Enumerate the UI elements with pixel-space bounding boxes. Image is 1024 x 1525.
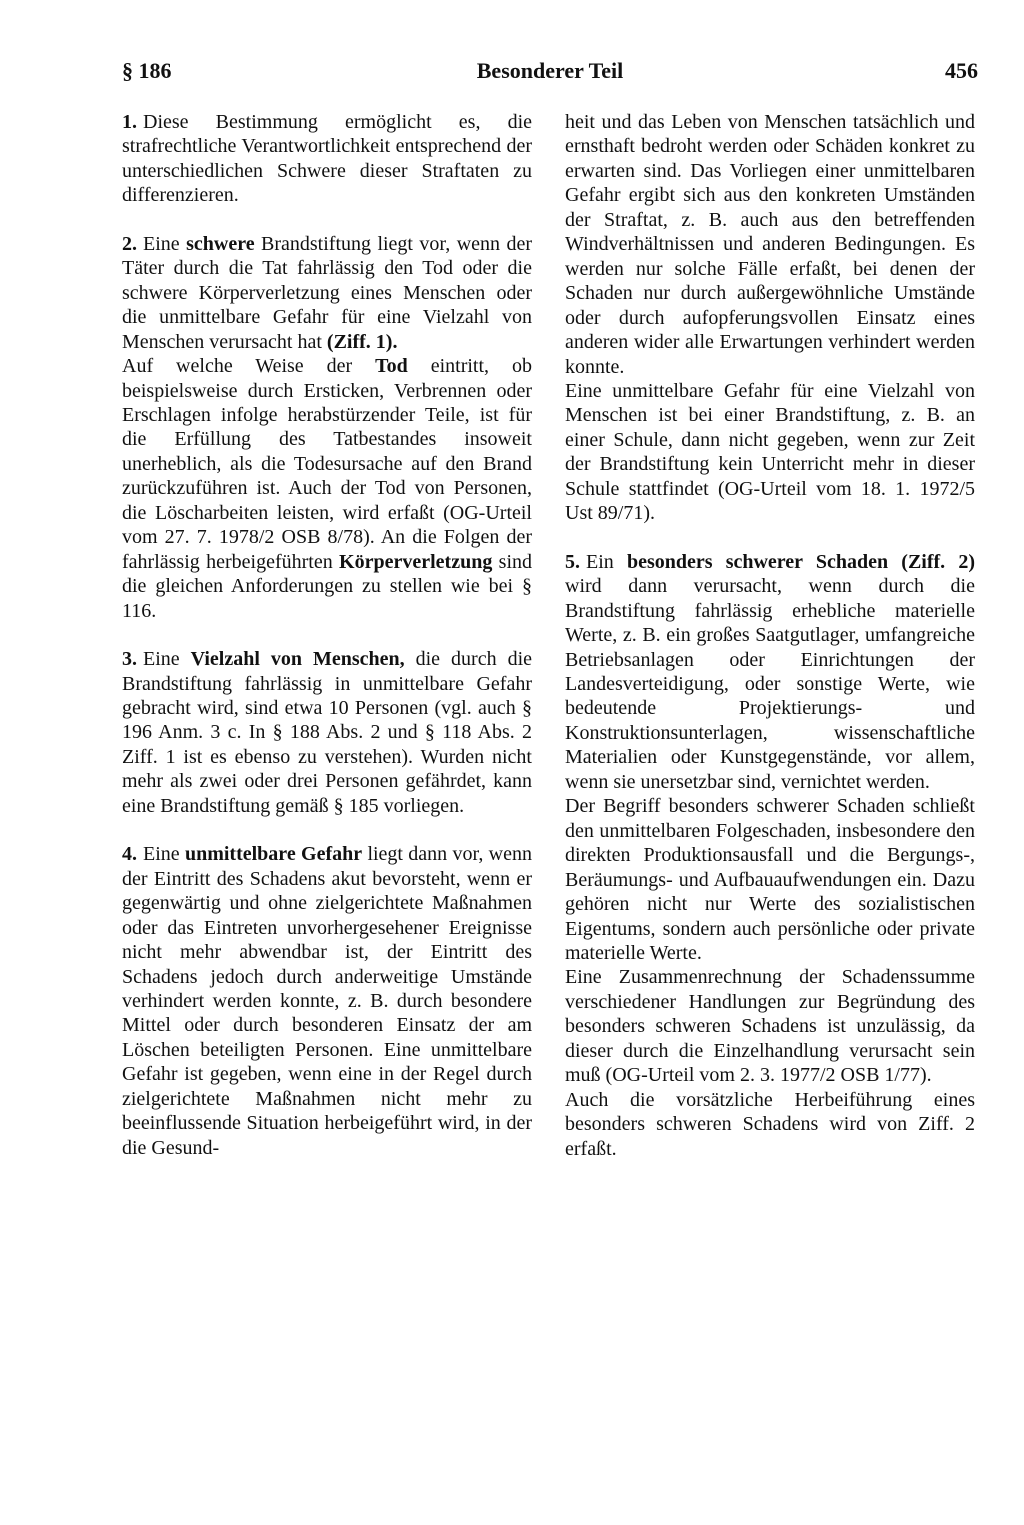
left-column [122, 110, 532, 1160]
text-run: Ein [586, 550, 627, 573]
text-run: Der Begriff besonders schwerer Schaden schließt den unmittelbaren Folgeschaden, insbesondere den direkten Produktionsausfall und die Bergungs-, Beräumungs- und Aufbauaufwendungen ein. Dazu gehören nicht nur Werte des sozialistischen Eigentums, sondern auch persönliche oder private materielle Werte. [565, 795, 975, 964]
numbered-paragraph [122, 647, 532, 818]
paragraph-number: 4. [122, 843, 137, 866]
text-run: die durch die Brandstiftung fahrlässig in unmittelbare Gefahr gebracht wird, sind etwa 10 Personen (vgl. auch § 196 Anm. 3 c. In § 188 Abs. 2 und § 118 Abs. 2 Ziff. 1 ist es ebenso zu verstehen). Wurden nicht mehr als zwei oder drei Personen gefährdet, kann eine Brandstiftung gemäß § 185 vorliegen. [122, 648, 532, 817]
bold-term: unmittelbare Gefahr [184, 843, 363, 866]
text-run: sind die gleichen Anforderungen zu stellen wie bei § 116. [122, 550, 533, 622]
bold-term: Körperverletzung [339, 550, 493, 573]
right-column [565, 110, 975, 1161]
paragraph [122, 354, 532, 623]
text-run: wird dann verursacht, wenn durch die Brandstiftung fahrlässig erhebliche materielle Werte, z. B. ein großes Saatgutlager, umfangreiche Betriebsanlagen oder Einrichtungen der Landesverteidigung, oder sonstige Werte, wie bedeutende Projektierungs- und Konstruktionsunterlagen, wissenschaftliche Materialien oder Kunstgegenstände, vor allem, wenn sie unersetzbar sind, vernichtet werden. [565, 575, 975, 793]
text-run: heit und das Leben von Menschen tatsächlich und ernsthaft bedroht werden oder Schäden konkret zu erwarten sind. Das Vorliegen einer unmittelbaren Gefahr ergibt sich aus den konkreten Umständen der Straftat, z. B. auch aus den betreffenden Windverhältnissen und anderen Bedingungen. Es werden nur solche Fälle erfaßt, bei denen der Schaden nur durch außergewöhnliche Umstände oder durch aufopferungsvollen Einsatz eines anderen wider alle Erwartungen verhindert werden konnte. [565, 111, 975, 378]
page-header [122, 58, 978, 92]
running-title: Besonderer Teil [476, 58, 624, 83]
text-run: Eine [143, 843, 185, 866]
paragraph [565, 965, 975, 1087]
text-run: liegt dann vor, wenn der Eintritt des Schadens akut bevorsteht, wenn er gegenwärtig und ohne zielgerichtete Maßnahmen oder das Eintreten unvorhergesehener Ereignisse nicht mehr abwendbar ist, der Eintritt des Schadens jedoch durch anderweitige Umstände verhindert werden konnte, z. B. durch besondere Mittel oder durch besonderen Einsatz der am Löschen beteiligten Personen. Eine unmittelbare Gefahr ist gegeben, wenn eine in der Regel durch zielgerichtete Maßnahmen nicht mehr zu beeinflussende Situation herbeigeführt wird, in der die Gesund- [122, 843, 532, 1159]
paragraph [565, 794, 975, 965]
numbered-paragraph [122, 232, 532, 354]
numbered-paragraph [565, 550, 975, 795]
text-run: Brandstiftung liegt vor, wenn der Täter durch die Tat fahrlässig den Tod oder die schwere Körperverletzung eines Menschen oder die unmittelbare Gefahr für eine Vielzahl von Menschen verursacht hat [122, 232, 532, 353]
paragraph-number: 2. [122, 232, 137, 255]
section-number: § 186 [122, 58, 172, 83]
text-run: Eine [143, 648, 191, 671]
text-run: Eine Zusammenrechnung der Schadenssumme verschiedener Handlungen zur Begründung des besonders schweren Schadens ist unzulässig, da dieser durch die Einzelhandlung verursacht sein muß (OG-Urteil vom 2. 3. 1977/2 OSB 1/77). [565, 966, 975, 1087]
paragraph-number: 3. [122, 648, 137, 671]
bold-term: Tod [375, 355, 408, 378]
page-number: 456 [945, 58, 978, 83]
paragraph-number: 1. [122, 111, 137, 133]
paragraph [565, 110, 975, 379]
paragraph-number: 5. [565, 550, 580, 573]
text-run: Auf welche Weise der [122, 355, 376, 378]
text-run: Eine [143, 232, 187, 255]
bold-term: besonders schwerer Schaden (Ziff. 2) [626, 550, 975, 573]
bold-term: schwere [186, 232, 255, 255]
numbered-paragraph [122, 110, 532, 208]
text-run: Eine unmittelbare Gefahr für eine Vielzahl von Menschen ist bei einer Brandstiftung, z. B. an einer Schule, dann nicht gegeben, wenn zur Zeit der Brandstiftung kein Unterricht mehr in dieser Schule stattfindet (OG-Urteil vom 18. 1. 1972/5 Ust 89/71). [565, 379, 975, 525]
paragraph [565, 379, 975, 526]
text-run: eintritt, ob beispielsweise durch Ersticken, Verbrennen oder Erschlagen infolge herabstürzender Teile, ist für die Erfüllung des Tatbestandes insoweit unerheblich, als die Todesursache auf den Brand zurückzuführen ist. Auch der Tod von Personen, die Löscharbeiten leisten, wird erfaßt (OG-Urteil vom 27. 7. 1978/2 OSB 8/78). An die Folgen der fahrlässig herbeigeführten [122, 355, 533, 573]
text-run: Diese Bestimmung ermöglicht es, die strafrechtliche Verantwortlichkeit entsprechend der unterschiedlichen Schwere dieser Straftaten zu differenzieren. [122, 111, 532, 207]
text-run: Auch die vorsätzliche Herbeiführung eines besonders schweren Schadens wird von Ziff. 2 erfaßt. [565, 1088, 975, 1160]
bold-term: Vielzahl von Menschen, [190, 648, 405, 671]
bold-term: (Ziff. 1). [326, 330, 398, 353]
paragraph [565, 1088, 975, 1161]
numbered-paragraph [122, 842, 532, 1160]
